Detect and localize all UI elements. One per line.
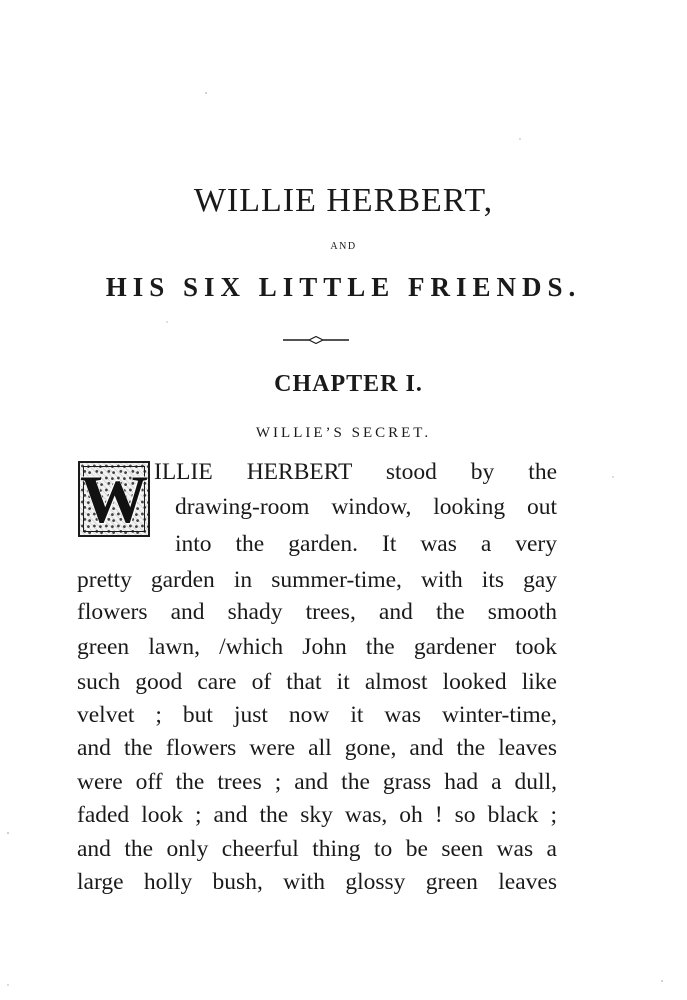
chapter-heading: CHAPTER I.: [274, 371, 423, 397]
text-line: and the flowers were all gone, and the leaves: [77, 735, 557, 761]
decorated-initial-letter: W: [80, 461, 148, 537]
text-line: drawing-room window, looking out: [175, 494, 557, 520]
chapter-subheading: WILLIE’S SECRET.: [255, 425, 432, 441]
text-line: and the only cheerful thing to be seen was a: [77, 836, 557, 862]
text-line: faded look ; and the sky was, oh ! so black ;: [77, 802, 557, 828]
book-title: WILLIE HERBERT,: [193, 182, 494, 219]
title-conjunction: AND: [330, 241, 357, 252]
text-line: large holly bush, with glossy green leaves: [77, 869, 557, 895]
text-line: flowers and shady trees, and the smooth: [77, 599, 557, 625]
text-line: velvet ; but just now it was winter-time,: [77, 702, 557, 728]
ornament-divider-icon: [281, 333, 351, 347]
text-line: were off the trees ; and the grass had a dull,: [77, 769, 557, 795]
decorated-initial: [78, 461, 150, 537]
book-subtitle: HIS SIX LITTLE FRIENDS.: [105, 272, 582, 302]
text-line: pretty garden in summer-time, with its gay: [77, 567, 557, 593]
text-line: such good care of that it almost looked like: [77, 669, 557, 695]
text-line-first: ILLIE HERBERT stood by the: [154, 459, 557, 485]
text-line: into the garden. It was a very: [175, 531, 557, 557]
text-line: green lawn, /which John the gardener took: [77, 634, 557, 660]
